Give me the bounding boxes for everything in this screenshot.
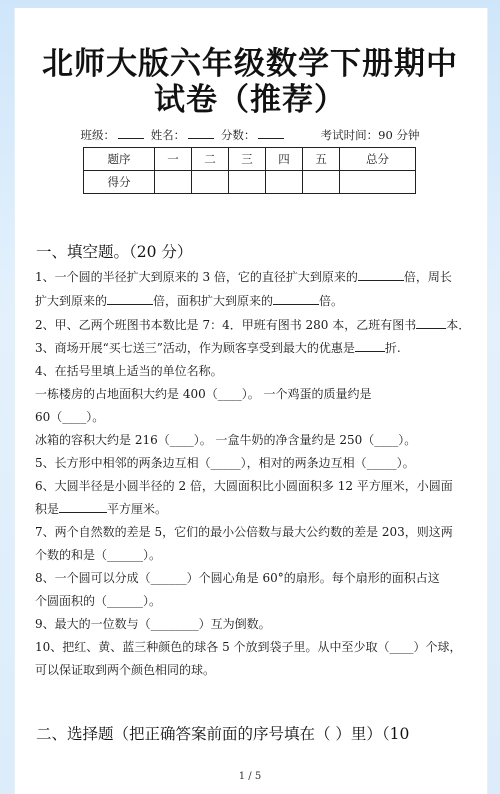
table-header-cell: 题序: [84, 148, 155, 171]
score-cell[interactable]: [303, 171, 340, 194]
question-2: 2、甲、乙两个班图书本数比是 7：4．甲班有图书 280 本，乙班有图书 本．: [35, 318, 471, 332]
question-8-line1: 8、一个圆可以分成（______）个圆心角是 60°的扇形。每个扇形的面积占这: [35, 571, 440, 585]
name-label: 姓名：: [150, 128, 186, 142]
score-table-header-row: [84, 148, 416, 171]
answer-blank[interactable]: [358, 269, 404, 281]
score-blank: [258, 128, 284, 139]
class-label: 班级：: [80, 128, 116, 142]
answer-blank[interactable]: [355, 340, 385, 352]
question-7-line2: 个数的和是（______）。: [35, 548, 162, 562]
table-header-cell: 总分: [340, 148, 416, 171]
score-cell[interactable]: [266, 171, 303, 194]
question-1-line1: 1、一个圆的半径扩大到原来的 3 倍，它的直径扩大到原来的 倍，周长: [35, 270, 452, 284]
question-3: 3、商场开展“买七送三”活动，作为顾客享受到最大的优惠是 折.: [35, 341, 401, 355]
section2-heading: 二、选择题（把正确答案前面的序号填在（ ）里）（10: [36, 725, 410, 743]
question-10-line2: 可以保证取到两个颜色相同的球。: [35, 663, 216, 677]
name-blank: [188, 128, 214, 139]
class-blank: [118, 128, 144, 139]
table-row-label: 得分: [84, 171, 155, 194]
answer-blank[interactable]: [416, 317, 446, 329]
page-number: 1 / 5: [238, 771, 262, 782]
question-5: 5、长方形中相邻的两条边互相（_____），相对的两条边互相（_____）。: [35, 456, 415, 470]
table-header-cell: 四: [266, 148, 303, 171]
answer-blank[interactable]: [273, 293, 319, 305]
question-1-line2: 扩大到原来的 倍，面积扩大到原来的 倍。: [35, 294, 344, 308]
question-8-line2: 个圆面积的（______）。: [35, 594, 162, 608]
question-6-line2: 积是 平方厘米。: [35, 502, 168, 516]
table-header-cell: 三: [229, 148, 266, 171]
section1-heading: 一、填空题。（20 分）: [36, 243, 193, 261]
score-cell[interactable]: [340, 171, 416, 194]
score-table: [83, 147, 416, 194]
page-title-line1: 北师大版六年级数学下册期中: [42, 46, 458, 82]
question-4-line2: 一栋楼房的占地面积大约是 400（____）。 一个鸡蛋的质量约是: [35, 387, 372, 401]
question-7-line1: 7、两个自然数的差是 5，它们的最小公倍数与最大公约数的差是 203，则这两: [35, 525, 453, 539]
question-10-line1: 10、把红、黄、蓝三种颜色的球各 5 个放到袋子里。从中至少取（____）个球，: [35, 640, 462, 654]
exam-time: 考试时间：90 分钟: [320, 128, 420, 142]
score-label: 分数：: [220, 128, 256, 142]
answer-blank[interactable]: [107, 293, 153, 305]
score-cell[interactable]: [155, 171, 192, 194]
score-cell[interactable]: [229, 171, 266, 194]
student-info-row: [0, 127, 500, 143]
score-table-score-row: [84, 171, 416, 194]
table-header-cell: 一: [155, 148, 192, 171]
question-6-line1: 6、大圆半径是小圆半径的 2 倍，大圆面积比小圆面积多 12 平方厘米，小圆面: [35, 479, 453, 493]
table-header-cell: 二: [192, 148, 229, 171]
page-title-line2: 试卷（推荐）: [154, 82, 346, 118]
answer-blank[interactable]: [59, 501, 107, 513]
question-4-intro: 4、在括号里填上适当的单位名称。: [35, 364, 223, 378]
question-9: 9、最大的一位数与（________）互为倒数。: [35, 617, 271, 631]
table-header-cell: 五: [303, 148, 340, 171]
question-4-line4: 冰箱的容积大约是 216（____）。 一盒牛奶的净含量约是 250（____）。: [35, 433, 417, 447]
score-cell[interactable]: [192, 171, 229, 194]
question-4-line3: 60（____）。: [35, 410, 105, 424]
